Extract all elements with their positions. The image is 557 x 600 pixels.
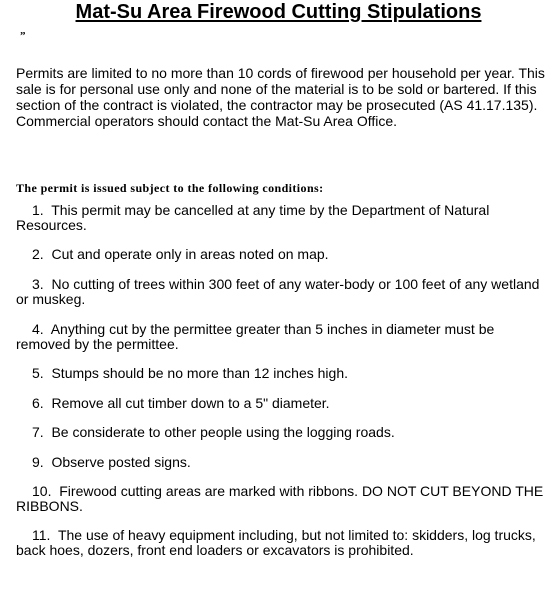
condition-text: Remove all cut timber down to a 5" diameter. (51, 395, 330, 411)
condition-text: The use of heavy equipment including, but not limited to: skidders, log trucks, back hoes, dozers, front end loaders or excavators is prohibited. (16, 527, 536, 558)
condition-text: No cutting of trees within 300 feet of any water-body or 100 feet of any wetland or muskeg. (16, 276, 540, 307)
condition-item (16, 396, 552, 411)
condition-text: Firewood cutting areas are marked with ribbons. DO NOT CUT BEYOND THE RIBBONS. (16, 483, 544, 514)
condition-text: Stumps should be no more than 12 inches high. (51, 365, 348, 381)
condition-number: 7. (32, 424, 44, 440)
condition-number: 1. (32, 202, 44, 218)
condition-number: 2. (32, 246, 44, 262)
condition-number: 11. (32, 527, 51, 543)
document-title: Mat-Su Area Firewood Cutting Stipulations (75, 1, 482, 23)
stray-mark: ” (20, 30, 26, 42)
condition-item (16, 455, 552, 470)
condition-item (16, 425, 552, 440)
condition-text: Observe posted signs. (51, 454, 191, 470)
condition-text: This permit may be cancelled at any time by the Department of Natural Resources. (16, 202, 490, 233)
condition-item (16, 484, 552, 514)
condition-number: 4. (32, 321, 44, 337)
condition-number: 3. (32, 276, 44, 292)
condition-item (16, 247, 552, 262)
condition-number: 9. (32, 454, 44, 470)
condition-number: 10. (32, 483, 52, 499)
intro-paragraph: Permits are limited to no more than 10 cords of firewood per household per year. This sale is for personal use only and none of the material is to be sold or bartered. If this section of the contract is violated, the contractor may be prosecuted (AS 41.17.135). Commercial operators should contact the Mat-Su Area Office. (16, 65, 545, 129)
condition-text: Cut and operate only in areas noted on map. (51, 246, 329, 262)
condition-text: Be considerate to other people using the logging roads. (51, 424, 395, 440)
condition-text: Anything cut by the permittee greater than 5 inches in diameter must be removed by the permittee. (16, 321, 495, 352)
condition-number: 6. (32, 395, 44, 411)
condition-item (16, 366, 552, 381)
condition-item (16, 322, 552, 352)
condition-number: 5. (32, 365, 44, 381)
condition-item (16, 203, 552, 233)
conditions-heading: The permit is issued subject to the following conditions: (16, 181, 324, 195)
condition-item (16, 528, 552, 558)
condition-item (16, 277, 552, 307)
